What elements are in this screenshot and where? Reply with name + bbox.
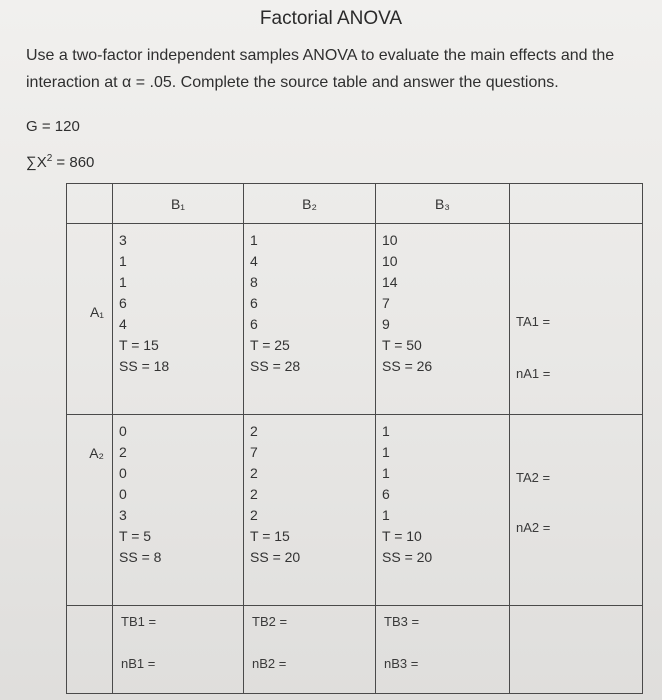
- score: 9: [382, 316, 390, 332]
- page-title: Factorial ANOVA: [259, 8, 403, 29]
- cell-total: T = 50: [382, 337, 422, 353]
- score: 8: [250, 274, 258, 290]
- squared-superscript: 2: [46, 153, 53, 164]
- score: 1: [250, 232, 258, 248]
- score: 6: [119, 295, 127, 311]
- header-row: [67, 184, 643, 224]
- header-margin: [510, 184, 643, 224]
- score: 4: [119, 316, 127, 332]
- row-label-a1: A₁: [89, 304, 104, 320]
- t-a2-blank: TA2 =: [516, 470, 551, 485]
- row-label-a1-cell: [67, 224, 113, 415]
- score: 2: [250, 423, 258, 439]
- score: 6: [382, 486, 390, 502]
- totals-corner: [67, 606, 113, 694]
- score: 10: [382, 232, 398, 248]
- cell-total: T = 15: [250, 528, 290, 544]
- score: 10: [382, 253, 398, 269]
- cell-total: T = 10: [382, 528, 422, 544]
- sum-x-squared-label: ∑X: [26, 154, 47, 171]
- header-b3: B₃: [376, 184, 510, 224]
- totals-b3: [376, 606, 510, 694]
- cell-a2-b2: [244, 415, 376, 606]
- row-label-a2: A₂: [89, 445, 104, 461]
- score: 1: [382, 465, 390, 481]
- score: 1: [382, 507, 390, 523]
- anova-data-table: [66, 183, 643, 694]
- cell-ss: SS = 8: [119, 549, 162, 565]
- score: 2: [250, 507, 258, 523]
- n-b2-blank: nB2 =: [252, 656, 287, 671]
- n-b1-blank: nB1 =: [121, 656, 156, 671]
- cell-a1-b3: [376, 224, 510, 415]
- cell-ss: SS = 20: [250, 549, 301, 565]
- score: 7: [382, 295, 390, 311]
- row-a1: [67, 224, 643, 415]
- given-sum-x-squared: [26, 153, 94, 171]
- cell-total: T = 15: [119, 337, 159, 353]
- header-b2: B₂: [244, 184, 376, 224]
- score: 2: [250, 465, 258, 481]
- score: 2: [250, 486, 258, 502]
- header-b1: B₁: [113, 184, 244, 224]
- score: 0: [119, 486, 127, 502]
- score: 6: [250, 295, 258, 311]
- margin-a2: [510, 415, 643, 606]
- cell-a1-b1: [113, 224, 244, 415]
- cell-ss: SS = 28: [250, 358, 301, 374]
- t-a1-blank: TA1 =: [516, 314, 551, 329]
- score: 14: [382, 274, 398, 290]
- column-totals-row: [67, 606, 643, 694]
- sum-x-squared-value: = 860: [52, 154, 95, 171]
- score: 1: [382, 423, 390, 439]
- score: 6: [250, 316, 258, 332]
- totals-b1: [113, 606, 244, 694]
- score: 1: [119, 274, 127, 290]
- n-a1-blank: nA1 =: [516, 366, 551, 381]
- score: 7: [250, 444, 258, 460]
- score: 0: [119, 423, 127, 439]
- cell-total: T = 25: [250, 337, 290, 353]
- cell-a2-b3: [376, 415, 510, 606]
- n-b3-blank: nB3 =: [384, 656, 419, 671]
- cell-total: T = 5: [119, 528, 152, 544]
- instructions-text: Use a two-factor independent samples ANOVA to evaluate the main effects and the interaction at α = .05. Complete the source table and answer the questions.: [26, 47, 615, 91]
- score: 3: [119, 232, 127, 248]
- score: 3: [119, 507, 127, 523]
- cell-ss: SS = 18: [119, 358, 170, 374]
- totals-b2: [244, 606, 376, 694]
- cell-a2-b1: [113, 415, 244, 606]
- cell-a1-b2: [244, 224, 376, 415]
- score: 1: [119, 253, 127, 269]
- given-g: G = 120: [26, 118, 80, 135]
- row-label-a2-cell: [67, 415, 113, 606]
- t-b2-blank: TB2 =: [252, 614, 288, 629]
- t-b3-blank: TB3 =: [384, 614, 420, 629]
- n-a2-blank: nA2 =: [516, 520, 551, 535]
- corner-cell: [67, 184, 113, 224]
- totals-margin: [510, 606, 643, 694]
- cell-ss: SS = 26: [382, 358, 433, 374]
- score: 2: [119, 444, 127, 460]
- t-b1-blank: TB1 =: [121, 614, 157, 629]
- score: 4: [250, 253, 258, 269]
- cell-ss: SS = 20: [382, 549, 433, 565]
- score: 0: [119, 465, 127, 481]
- margin-a1: [510, 224, 643, 415]
- score: 1: [382, 444, 390, 460]
- row-a2: [67, 415, 643, 606]
